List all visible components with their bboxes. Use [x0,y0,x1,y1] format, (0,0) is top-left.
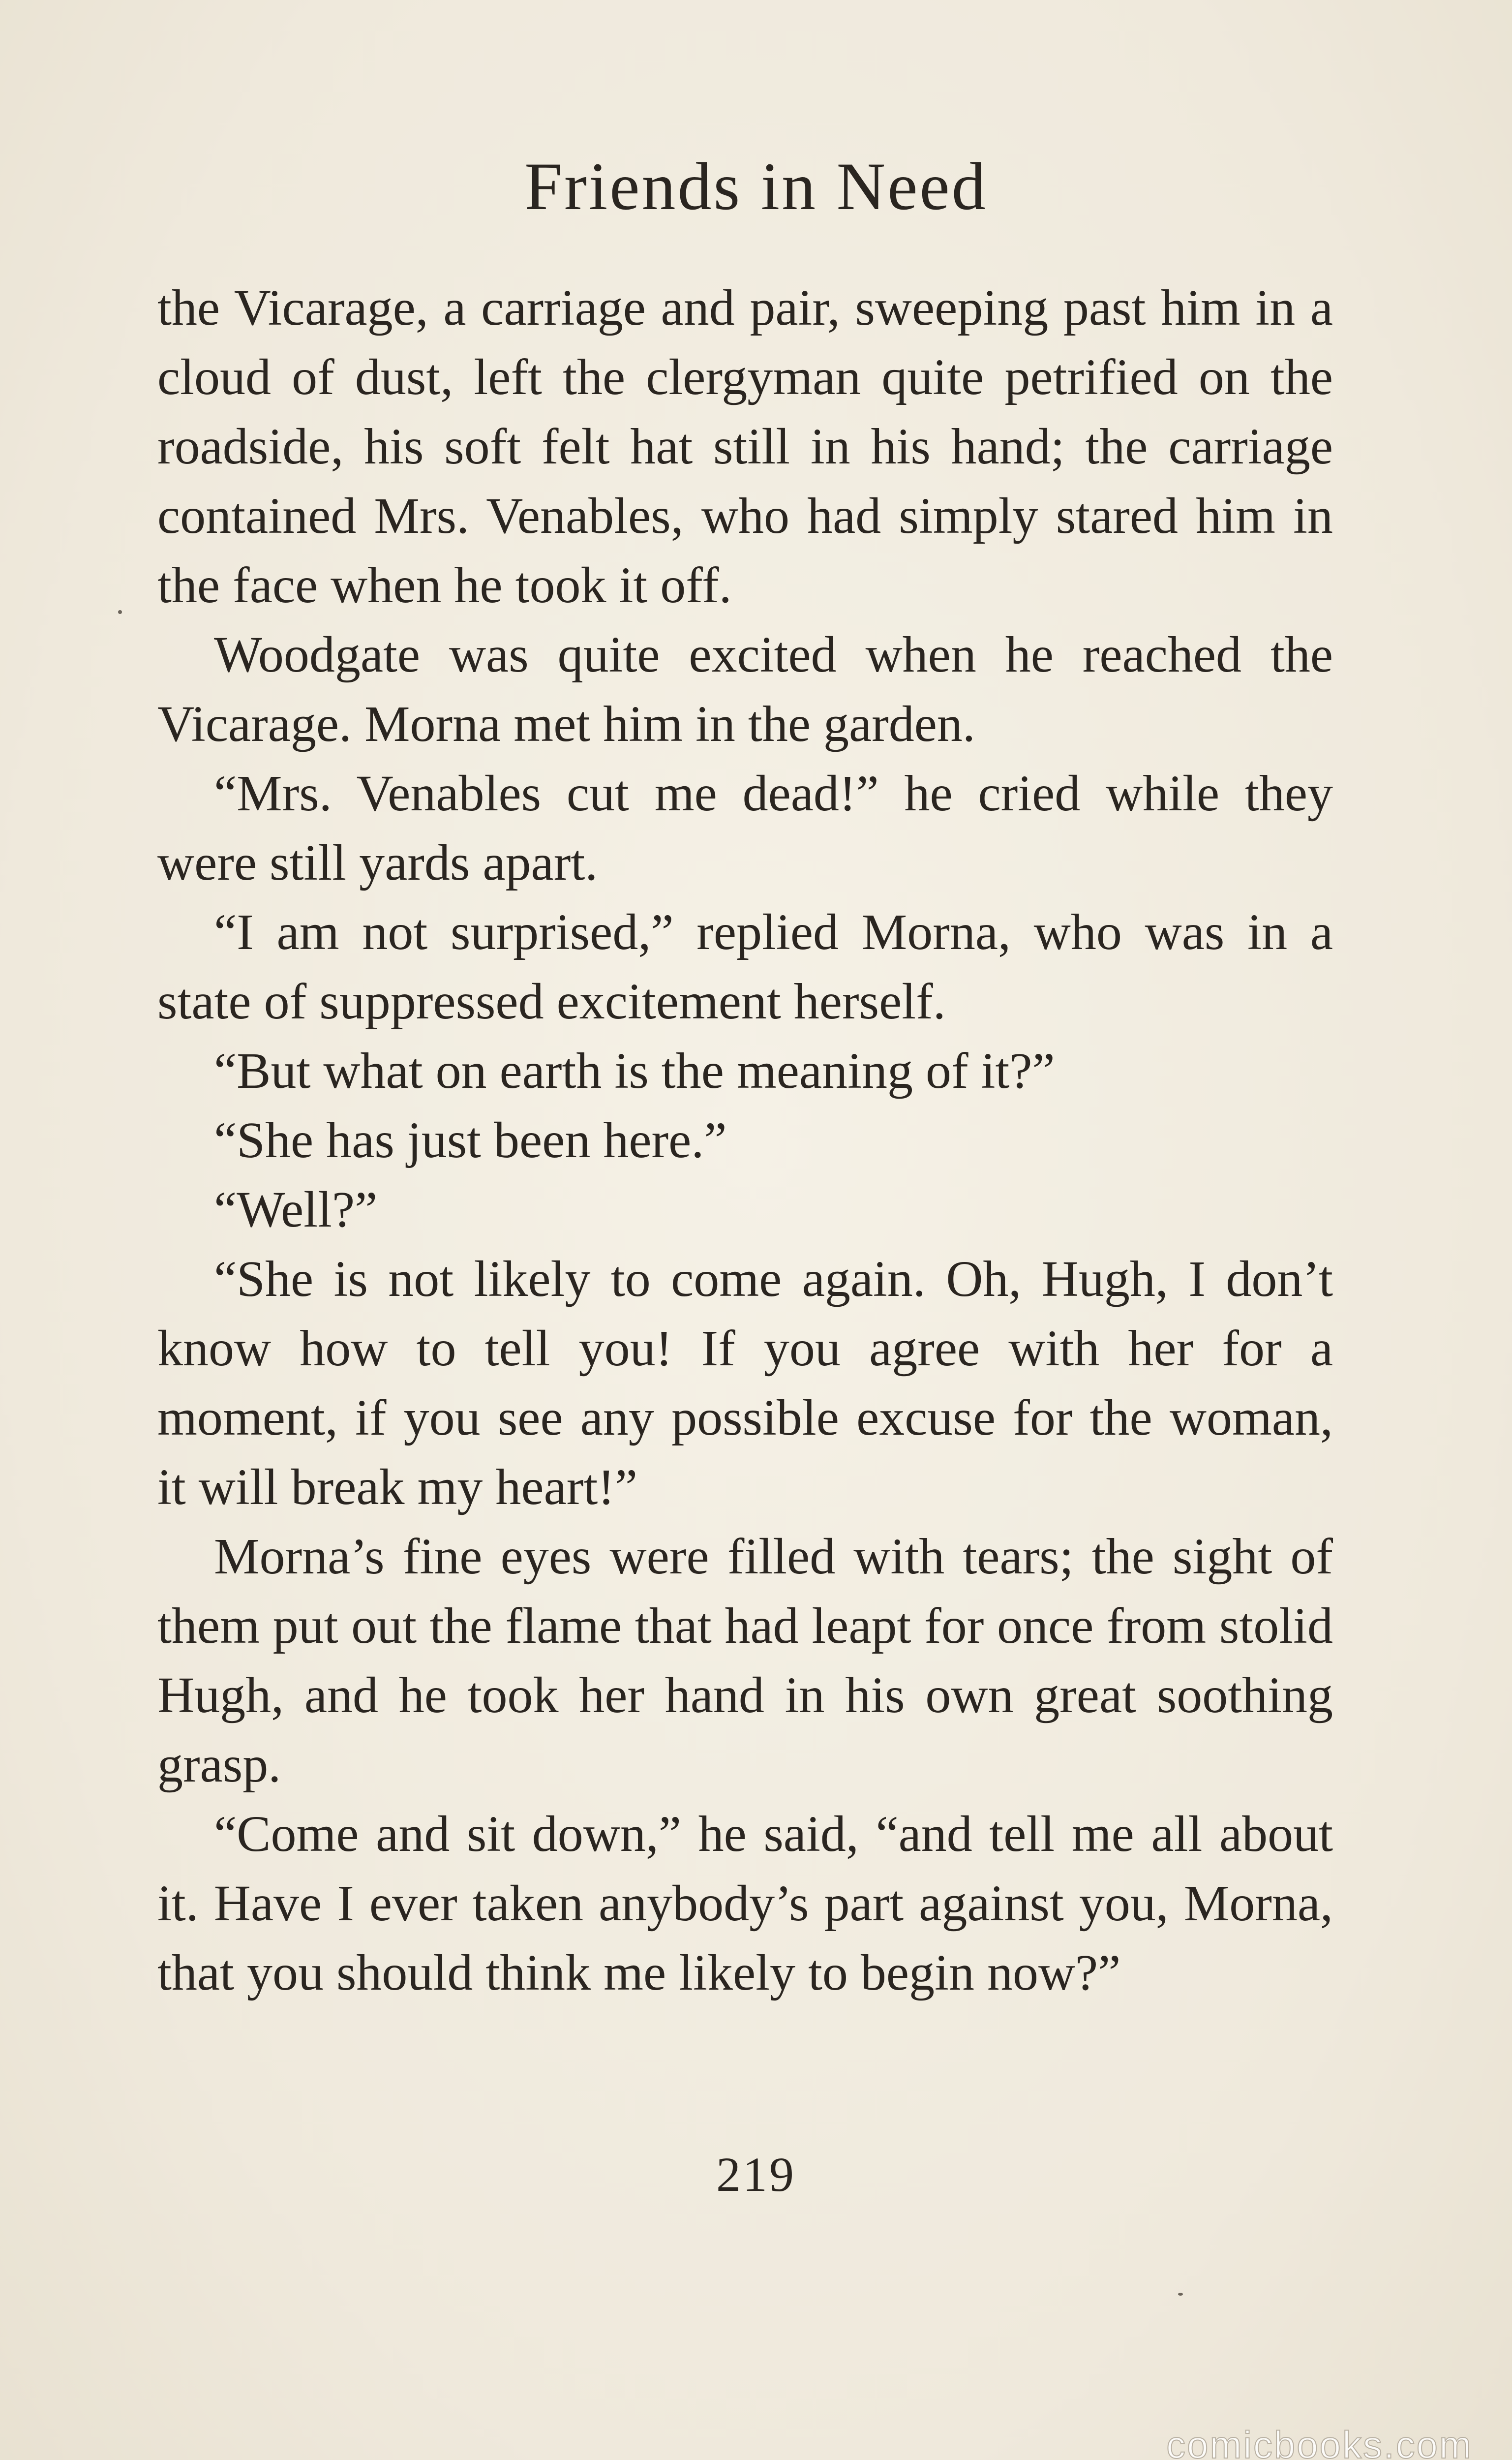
paragraph: “Well?” [214,1181,378,1238]
page-number: 219 [716,2147,796,2202]
paragraph: Woodgate was quite excited when he reached the Vicarage. Morna met him in the garden. [157,626,1333,752]
watermark: comicbooks.com [1166,2423,1473,2460]
paragraph: “I am not surprised,” replied Morna, who was in a state of suppressed excitement herself. [157,904,1333,1030]
paper-speck [118,610,122,614]
running-title: Friends in Need [524,149,988,224]
paragraph: “She is not likely to come again. Oh, Hugh, I don’t know how to tell you! If you agree with her for a moment, if you see any possible excuse for the woman, it will break my heart!” [157,1251,1333,1515]
paragraph: “Mrs. Venables cut me dead!” he cried while they were still yards apart. [157,765,1333,891]
body-text [157,273,1333,2007]
paragraph: “But what on earth is the meaning of it?” [214,1043,1055,1099]
paragraph: “She has just been here.” [214,1112,727,1168]
paper-speck [1178,2293,1183,2296]
paragraph: the Vicarage, a carriage and pair, sweeping past him in a cloud of dust, left the clergyman quite petrified on the roadside, his soft felt hat still in his hand; the carriage contained Mrs. Venables, who had simply stared him in the face when he took it off. [157,279,1333,614]
paragraph: Morna’s fine eyes were filled with tears; the sight of them put out the flame that had leapt for once from stolid Hugh, and he took her hand in his own great soothing grasp. [157,1528,1333,1793]
paragraph: “Come and sit down,” he said, “and tell me all about it. Have I ever taken anybody’s part against you, Morna, that you should think me likely to begin now?” [157,1806,1333,2001]
